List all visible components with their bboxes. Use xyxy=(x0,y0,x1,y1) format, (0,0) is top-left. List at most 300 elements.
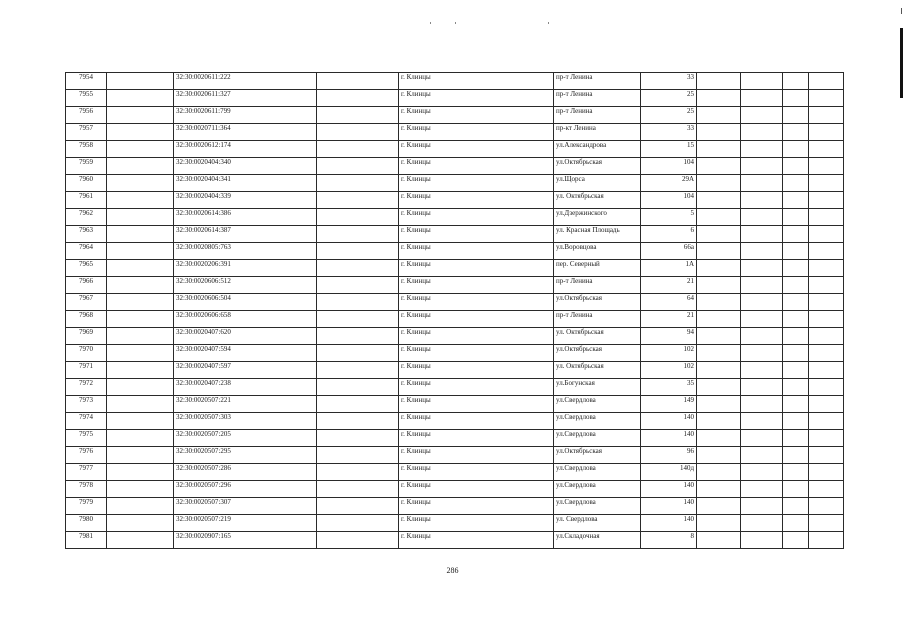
cell-city: г. Клинцы xyxy=(399,260,554,277)
cell-empty xyxy=(809,447,844,464)
cell-cadastral-number: 32:30:0020606:658 xyxy=(174,311,317,328)
cell-empty xyxy=(783,107,809,124)
cell-empty xyxy=(107,311,174,328)
cell-house-number: 64 xyxy=(641,294,697,311)
cell-empty xyxy=(697,413,741,430)
cell-empty xyxy=(697,498,741,515)
cell-street: ул.Свердлова xyxy=(554,430,641,447)
cell-empty xyxy=(783,447,809,464)
cell-house-number: 140 xyxy=(641,430,697,447)
cell-empty xyxy=(809,90,844,107)
cell-empty xyxy=(107,464,174,481)
cell-cadastral-number: 32:30:0020507:307 xyxy=(174,498,317,515)
cell-cadastral-number: 32:30:0020507:295 xyxy=(174,447,317,464)
cell-record-number: 7960 xyxy=(66,175,107,192)
cell-empty xyxy=(741,124,783,141)
cell-empty xyxy=(741,73,783,90)
cell-house-number: 21 xyxy=(641,311,697,328)
cell-city: г. Клинцы xyxy=(399,328,554,345)
cell-city: г. Клинцы xyxy=(399,311,554,328)
cell-city: г. Клинцы xyxy=(399,209,554,226)
cell-cadastral-number: 32:30:0020507:286 xyxy=(174,464,317,481)
cell-city: г. Клинцы xyxy=(399,413,554,430)
cell-street: ул.Воровцова xyxy=(554,243,641,260)
cell-empty xyxy=(317,192,399,209)
table-row xyxy=(66,464,844,481)
cell-house-number: 6 xyxy=(641,226,697,243)
cell-cadastral-number: 32:30:0020404:341 xyxy=(174,175,317,192)
cell-empty xyxy=(107,328,174,345)
cell-empty xyxy=(697,107,741,124)
cell-empty xyxy=(697,328,741,345)
cell-empty xyxy=(317,413,399,430)
cell-city: г. Клинцы xyxy=(399,345,554,362)
cell-empty xyxy=(809,430,844,447)
cell-street: пр-т Ленина xyxy=(554,277,641,294)
cell-empty xyxy=(107,158,174,175)
cell-house-number: 102 xyxy=(641,362,697,379)
cell-empty xyxy=(783,396,809,413)
cell-empty xyxy=(317,328,399,345)
cell-city: г. Клинцы xyxy=(399,158,554,175)
cell-street: ул.Свердлова xyxy=(554,413,641,430)
cell-city: г. Клинцы xyxy=(399,294,554,311)
cell-house-number: 104 xyxy=(641,192,697,209)
table-row xyxy=(66,294,844,311)
table-row xyxy=(66,430,844,447)
cell-empty xyxy=(741,481,783,498)
cell-empty xyxy=(809,481,844,498)
cell-empty xyxy=(317,396,399,413)
table-row xyxy=(66,124,844,141)
cell-cadastral-number: 32:30:0020404:340 xyxy=(174,158,317,175)
cell-street: ул.Складочная xyxy=(554,532,641,549)
cell-empty xyxy=(107,107,174,124)
cell-record-number: 7977 xyxy=(66,464,107,481)
cell-street: ул.Свердлова xyxy=(554,498,641,515)
table-row xyxy=(66,141,844,158)
cell-cadastral-number: 32:30:0020711:364 xyxy=(174,124,317,141)
cell-empty xyxy=(107,379,174,396)
cell-street: пр-т Ленина xyxy=(554,107,641,124)
cell-empty xyxy=(317,277,399,294)
cell-city: г. Клинцы xyxy=(399,447,554,464)
cell-empty xyxy=(741,141,783,158)
cell-empty xyxy=(809,226,844,243)
table-row xyxy=(66,498,844,515)
cell-empty xyxy=(697,362,741,379)
cell-empty xyxy=(741,294,783,311)
cell-empty xyxy=(317,464,399,481)
cell-city: г. Клинцы xyxy=(399,464,554,481)
cell-record-number: 7961 xyxy=(66,192,107,209)
cell-house-number: 25 xyxy=(641,107,697,124)
cell-street: ул.Богунская xyxy=(554,379,641,396)
page-number: 286 xyxy=(446,566,459,575)
cell-empty xyxy=(741,158,783,175)
cell-record-number: 7981 xyxy=(66,532,107,549)
cell-city: г. Клинцы xyxy=(399,481,554,498)
cell-empty xyxy=(741,396,783,413)
cell-empty xyxy=(107,175,174,192)
cell-empty xyxy=(809,124,844,141)
cell-record-number: 7965 xyxy=(66,260,107,277)
cell-empty xyxy=(697,311,741,328)
cell-record-number: 7959 xyxy=(66,158,107,175)
table-row xyxy=(66,175,844,192)
cell-empty xyxy=(317,532,399,549)
cell-record-number: 7962 xyxy=(66,209,107,226)
table-row xyxy=(66,311,844,328)
cell-empty xyxy=(741,379,783,396)
cell-empty xyxy=(107,345,174,362)
cell-empty xyxy=(697,277,741,294)
cell-empty xyxy=(783,124,809,141)
cell-empty xyxy=(783,243,809,260)
cell-empty xyxy=(783,362,809,379)
cell-empty xyxy=(317,498,399,515)
cell-empty xyxy=(107,192,174,209)
cell-house-number: 66а xyxy=(641,243,697,260)
cell-house-number: 140 xyxy=(641,515,697,532)
table-row xyxy=(66,192,844,209)
cell-house-number: 1А xyxy=(641,260,697,277)
cell-empty xyxy=(783,311,809,328)
cell-street: пер. Северный xyxy=(554,260,641,277)
cell-cadastral-number: 32:30:0020606:504 xyxy=(174,294,317,311)
cell-empty xyxy=(783,345,809,362)
cell-city: г. Клинцы xyxy=(399,243,554,260)
cell-empty xyxy=(317,107,399,124)
cell-empty xyxy=(783,464,809,481)
cell-empty xyxy=(317,311,399,328)
cell-city: г. Клинцы xyxy=(399,141,554,158)
cell-empty xyxy=(783,515,809,532)
cell-empty xyxy=(809,379,844,396)
cell-empty xyxy=(697,141,741,158)
cell-empty xyxy=(783,328,809,345)
cell-empty xyxy=(783,430,809,447)
cell-empty xyxy=(107,396,174,413)
cell-city: г. Клинцы xyxy=(399,430,554,447)
cell-empty xyxy=(783,498,809,515)
cell-empty xyxy=(317,73,399,90)
cell-empty xyxy=(783,379,809,396)
cell-empty xyxy=(809,294,844,311)
cell-house-number: 29А xyxy=(641,175,697,192)
scan-mark xyxy=(455,22,456,24)
cell-empty xyxy=(317,430,399,447)
cell-empty xyxy=(107,277,174,294)
cell-empty xyxy=(317,515,399,532)
scan-mark xyxy=(548,22,549,24)
cell-cadastral-number: 32:30:0020404:339 xyxy=(174,192,317,209)
cell-empty xyxy=(107,73,174,90)
cell-empty xyxy=(697,243,741,260)
cell-empty xyxy=(107,481,174,498)
cell-record-number: 7975 xyxy=(66,430,107,447)
cell-empty xyxy=(317,209,399,226)
cell-cadastral-number: 32:30:0020611:327 xyxy=(174,90,317,107)
cell-cadastral-number: 32:30:0020614:386 xyxy=(174,209,317,226)
cell-record-number: 7969 xyxy=(66,328,107,345)
cell-empty xyxy=(107,209,174,226)
cell-empty xyxy=(317,124,399,141)
cell-empty xyxy=(741,464,783,481)
cell-house-number: 104 xyxy=(641,158,697,175)
cell-record-number: 7974 xyxy=(66,413,107,430)
cell-street: ул.Дзержинского xyxy=(554,209,641,226)
cell-empty xyxy=(697,192,741,209)
cell-empty xyxy=(107,294,174,311)
cell-cadastral-number: 32:30:0020407:620 xyxy=(174,328,317,345)
table-row xyxy=(66,107,844,124)
cell-house-number: 33 xyxy=(641,124,697,141)
table-row xyxy=(66,481,844,498)
cell-cadastral-number: 32:30:0020805:763 xyxy=(174,243,317,260)
cell-empty xyxy=(783,260,809,277)
table-row xyxy=(66,243,844,260)
cell-empty xyxy=(741,328,783,345)
cell-empty xyxy=(317,260,399,277)
cell-city: г. Клинцы xyxy=(399,107,554,124)
cell-cadastral-number: 32:30:0020206:391 xyxy=(174,260,317,277)
cell-city: г. Клинцы xyxy=(399,498,554,515)
table-row xyxy=(66,73,844,90)
cell-street: ул. Октябрьская xyxy=(554,192,641,209)
cell-empty xyxy=(809,515,844,532)
cell-record-number: 7954 xyxy=(66,73,107,90)
cell-record-number: 7966 xyxy=(66,277,107,294)
cell-cadastral-number: 32:30:0020606:512 xyxy=(174,277,317,294)
table-row xyxy=(66,158,844,175)
cell-empty xyxy=(697,294,741,311)
cell-empty xyxy=(107,447,174,464)
cell-cadastral-number: 32:30:0020507:303 xyxy=(174,413,317,430)
cell-empty xyxy=(697,124,741,141)
cell-house-number: 33 xyxy=(641,73,697,90)
cell-empty xyxy=(697,396,741,413)
cell-city: г. Клинцы xyxy=(399,515,554,532)
cell-empty xyxy=(809,498,844,515)
cell-empty xyxy=(809,73,844,90)
cell-street: пр-кт Ленина xyxy=(554,124,641,141)
table-row xyxy=(66,532,844,549)
cell-record-number: 7963 xyxy=(66,226,107,243)
cell-empty xyxy=(741,311,783,328)
cell-empty xyxy=(697,345,741,362)
cell-empty xyxy=(741,107,783,124)
cell-street: ул. Октябрьская xyxy=(554,362,641,379)
cell-city: г. Клинцы xyxy=(399,226,554,243)
table-row xyxy=(66,379,844,396)
cell-empty xyxy=(741,90,783,107)
cell-empty xyxy=(317,481,399,498)
cell-empty xyxy=(809,328,844,345)
cell-street: ул. Октябрьская xyxy=(554,328,641,345)
cell-city: г. Клинцы xyxy=(399,362,554,379)
cell-empty xyxy=(809,464,844,481)
cell-record-number: 7968 xyxy=(66,311,107,328)
cell-empty xyxy=(697,90,741,107)
cell-empty xyxy=(809,243,844,260)
cell-empty xyxy=(809,345,844,362)
cell-cadastral-number: 32:30:0020612:174 xyxy=(174,141,317,158)
cell-empty xyxy=(783,294,809,311)
cell-empty xyxy=(809,209,844,226)
table-row xyxy=(66,515,844,532)
cell-empty xyxy=(697,379,741,396)
cell-empty xyxy=(741,226,783,243)
cell-empty xyxy=(809,362,844,379)
cell-empty xyxy=(741,413,783,430)
cell-city: г. Клинцы xyxy=(399,90,554,107)
cell-house-number: 35 xyxy=(641,379,697,396)
cell-cadastral-number: 32:30:0020507:205 xyxy=(174,430,317,447)
cell-city: г. Клинцы xyxy=(399,73,554,90)
cell-empty xyxy=(783,413,809,430)
cell-empty xyxy=(697,226,741,243)
cell-cadastral-number: 32:30:0020614:387 xyxy=(174,226,317,243)
cell-cadastral-number: 32:30:0020407:238 xyxy=(174,379,317,396)
cell-city: г. Клинцы xyxy=(399,124,554,141)
cell-empty xyxy=(317,294,399,311)
cell-street: ул.Октябрьская xyxy=(554,345,641,362)
cell-house-number: 5 xyxy=(641,209,697,226)
table-row xyxy=(66,328,844,345)
cell-empty xyxy=(783,209,809,226)
table-row xyxy=(66,413,844,430)
cell-city: г. Клинцы xyxy=(399,396,554,413)
cell-empty xyxy=(809,311,844,328)
cell-empty xyxy=(697,532,741,549)
cell-record-number: 7955 xyxy=(66,90,107,107)
cell-empty xyxy=(697,260,741,277)
cell-empty xyxy=(783,192,809,209)
cell-street: ул.Октябрьская xyxy=(554,158,641,175)
registry-body xyxy=(66,73,844,549)
cell-empty xyxy=(741,260,783,277)
cell-cadastral-number: 32:30:0020907:165 xyxy=(174,532,317,549)
cell-street: пр-т Ленина xyxy=(554,311,641,328)
cell-empty xyxy=(741,498,783,515)
cell-cadastral-number: 32:30:0020507:221 xyxy=(174,396,317,413)
cell-street: ул.Октябрьская xyxy=(554,294,641,311)
cell-empty xyxy=(697,464,741,481)
cell-record-number: 7964 xyxy=(66,243,107,260)
cell-house-number: 25 xyxy=(641,90,697,107)
cell-house-number: 102 xyxy=(641,345,697,362)
cell-house-number: 140 xyxy=(641,413,697,430)
cell-house-number: 94 xyxy=(641,328,697,345)
cell-empty xyxy=(783,277,809,294)
cell-empty xyxy=(697,209,741,226)
table-row xyxy=(66,90,844,107)
scan-edge-tick xyxy=(901,8,902,14)
cell-empty xyxy=(317,141,399,158)
cell-empty xyxy=(809,141,844,158)
cell-empty xyxy=(809,158,844,175)
cell-cadastral-number: 32:30:0020611:799 xyxy=(174,107,317,124)
cell-house-number: 8 xyxy=(641,532,697,549)
table-row xyxy=(66,396,844,413)
cell-house-number: 140 xyxy=(641,498,697,515)
cell-house-number: 140 xyxy=(641,481,697,498)
cell-empty xyxy=(317,379,399,396)
cell-record-number: 7957 xyxy=(66,124,107,141)
cell-empty xyxy=(741,209,783,226)
cell-empty xyxy=(107,515,174,532)
cell-empty xyxy=(697,73,741,90)
cell-record-number: 7970 xyxy=(66,345,107,362)
cell-empty xyxy=(741,192,783,209)
cell-house-number: 140д xyxy=(641,464,697,481)
table-row xyxy=(66,447,844,464)
cell-city: г. Клинцы xyxy=(399,379,554,396)
cell-empty xyxy=(809,532,844,549)
cell-house-number: 149 xyxy=(641,396,697,413)
table-row xyxy=(66,277,844,294)
cell-street: пр-т Ленина xyxy=(554,90,641,107)
cell-cadastral-number: 32:30:0020407:597 xyxy=(174,362,317,379)
cell-street: ул.Щорса xyxy=(554,175,641,192)
cell-street: ул.Октябрьская xyxy=(554,447,641,464)
cell-house-number: 15 xyxy=(641,141,697,158)
cell-empty xyxy=(741,362,783,379)
cell-empty xyxy=(107,260,174,277)
cell-empty xyxy=(809,413,844,430)
cell-empty xyxy=(741,345,783,362)
cell-empty xyxy=(783,158,809,175)
cell-empty xyxy=(783,175,809,192)
cell-empty xyxy=(697,158,741,175)
scan-edge-bar xyxy=(900,28,903,98)
table-row xyxy=(66,226,844,243)
cell-empty xyxy=(317,175,399,192)
cell-empty xyxy=(107,430,174,447)
cell-record-number: 7976 xyxy=(66,447,107,464)
cell-street: ул.Свердлова xyxy=(554,396,641,413)
cell-empty xyxy=(809,175,844,192)
cell-street: ул.Александрова xyxy=(554,141,641,158)
cell-empty xyxy=(809,396,844,413)
cell-empty xyxy=(783,226,809,243)
cell-record-number: 7958 xyxy=(66,141,107,158)
table-row xyxy=(66,362,844,379)
cell-empty xyxy=(741,277,783,294)
registry-table xyxy=(65,72,844,549)
cell-empty xyxy=(697,175,741,192)
table-row xyxy=(66,209,844,226)
cell-record-number: 7973 xyxy=(66,396,107,413)
cell-empty xyxy=(317,345,399,362)
cell-empty xyxy=(809,277,844,294)
cell-empty xyxy=(107,226,174,243)
cell-house-number: 21 xyxy=(641,277,697,294)
cell-record-number: 7956 xyxy=(66,107,107,124)
cell-house-number: 96 xyxy=(641,447,697,464)
cell-empty xyxy=(107,413,174,430)
cell-street: ул. Свердлова xyxy=(554,515,641,532)
cell-empty xyxy=(317,362,399,379)
cell-empty xyxy=(741,243,783,260)
cell-record-number: 7978 xyxy=(66,481,107,498)
cell-street: пр-т Ленина xyxy=(554,73,641,90)
cell-empty xyxy=(317,158,399,175)
cell-record-number: 7972 xyxy=(66,379,107,396)
cell-empty xyxy=(107,141,174,158)
cell-empty xyxy=(741,532,783,549)
